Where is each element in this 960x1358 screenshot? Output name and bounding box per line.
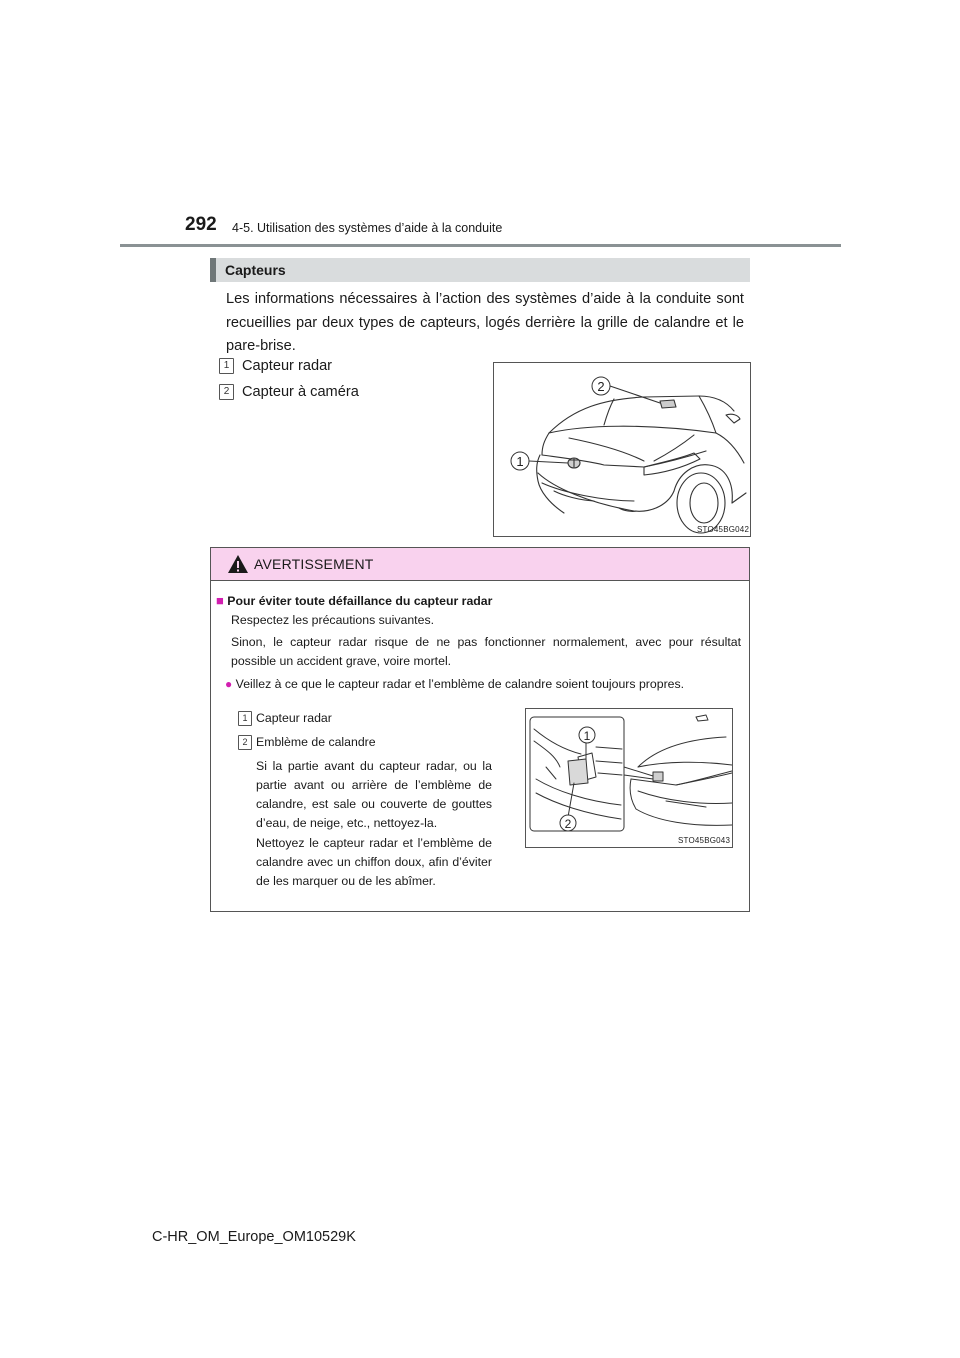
item-label-radar-sensor: Capteur radar: [242, 358, 333, 374]
warning-label: AVERTISSEMENT: [254, 556, 374, 572]
warning-bullet-text: Veillez à ce que le capteur radar et l’emblème de calandre soient toujours propres.: [235, 677, 685, 691]
section-title: Capteurs: [225, 262, 286, 278]
circle-bullet-icon: ●: [225, 677, 233, 691]
page-number: 292: [185, 214, 217, 235]
section-title-tab: [210, 258, 216, 282]
warning-item-label-radar: Capteur radar: [256, 711, 332, 725]
footer-document-id: C-HR_OM_Europe_OM10529K: [152, 1229, 356, 1245]
warning-heading: [216, 591, 492, 611]
warning-line-2: Sinon, le capteur radar risque de ne pas fonctionner normalement, avec pour résultat possible un accident grave, voire mortel.: [231, 635, 741, 668]
figure1-callout-2: 2: [597, 379, 605, 394]
warning-box: [210, 547, 750, 912]
car-front-illustration: [494, 363, 750, 536]
figure-code: STO45BG042: [697, 525, 750, 534]
figure2-callout-1: 1: [583, 729, 591, 743]
sensor-location-figure: [493, 362, 751, 537]
warning-item-number-2: 2: [238, 735, 252, 750]
warning-triangle-icon: [227, 554, 249, 574]
warning-paragraph-2: Nettoyez le capteur radar et l’emblème de calandre avec un chiffon doux, afin d’éviter de les marquer ou de les abîmer.: [256, 836, 492, 888]
warning-item-number-1: 1: [238, 711, 252, 726]
warning-line-1: Respectez les précautions suivantes.: [231, 613, 435, 627]
warning-heading-text: Pour éviter toute défaillance du capteur radar: [227, 594, 493, 608]
section-title-bar: [210, 258, 750, 282]
item-number-2: 2: [219, 384, 234, 400]
warning-figure-code: STO45BG043: [678, 836, 731, 845]
warning-header: [211, 548, 749, 581]
header-divider: [120, 244, 841, 247]
figure2-callout-2: 2: [564, 817, 572, 831]
intro-paragraph: Les informations nécessaires à l’action des systèmes d’aide à la conduite sont recueillies par deux types de capteurs, logés derrière la grille de calandre et le pare-brise.: [226, 291, 744, 354]
figure1-callout-1: 1: [516, 454, 524, 469]
warning-item-label-emblem: Emblème de calandre: [256, 735, 376, 749]
square-bullet-icon: ■: [216, 593, 224, 608]
item-number-1: 1: [219, 358, 234, 374]
emblem-closeup-illustration: [526, 709, 732, 847]
chapter-title: 4-5. Utilisation des systèmes d’aide à la conduite: [232, 221, 503, 235]
warning-paragraph-1: Si la partie avant du capteur radar, ou la partie avant ou arrière de l’emblème de calandre, est sale ou couverte de gouttes d’eau, de neige, etc., nettoyez-la.: [256, 759, 492, 830]
emblem-cleaning-figure: [525, 708, 733, 848]
warning-bullet: [225, 675, 684, 694]
item-label-camera-sensor: Capteur à caméra: [242, 384, 359, 400]
